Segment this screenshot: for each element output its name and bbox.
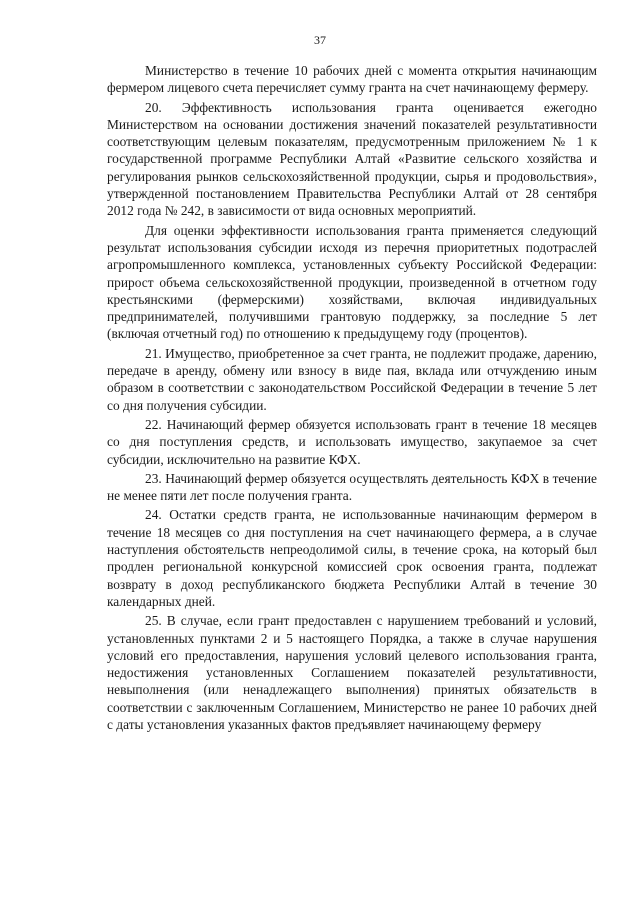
document-body xyxy=(107,62,597,733)
paragraph-efficiency-evaluation: Для оценки эффективности использования гранта применяется следующий результат использования субсидии исходя из перечня приоритетных подотраслей агропромышленного комплекса, установленных субъекту Российской Федерации: прирост объема сельскохозяйственной продукции, произведенной в отчетном году крестьянскими (фермерскими) хозяйствами, включая индивидуальных предпринимателей, получившими грантовую поддержку, за последние 5 лет (включая отчетный год) по отношению к предыдущему году (процентов). xyxy=(107,222,597,342)
paragraph-23-activity: 23. Начинающий фермер обязуется осуществлять деятельность КФХ в течение не менее пяти лет после получения гранта. xyxy=(107,470,597,504)
paragraph-20-efficiency: 20. Эффективность использования гранта оценивается ежегодно Министерством на основании достижения значений показателей результативности соответствующим целевым показателям, предусмотренным приложением № 1 к государственной программе Республики Алтай «Развитие сельского хозяйства и регулирования рынков сельскохозяйственной продукции, сырья и продовольствия», утвержденной постановлением Правительства Республики Алтай от 28 сентября 2012 года № 242, в зависимости от вида основных мероприятий. xyxy=(107,99,597,219)
paragraph-22-grant-use: 22. Начинающий фермер обязуется использовать грант в течение 18 месяцев со дня поступления средств, и использовать имущество, закупаемое за счет субсидии, исключительно на развитие КФХ. xyxy=(107,416,597,467)
paragraph-25-violations: 25. В случае, если грант предоставлен с нарушением требований и условий, установленных пунктами 2 и 5 настоящего Порядка, а также в случае нарушения условий его предоставления, нарушения условий целевого использования гранта, недостижения установленных Соглашением показателей результативности, невыполнения (или ненадлежащего выполнения) принятых обязательств в соответствии с заключенным Соглашением, Министерство не ранее 10 рабочих дней с даты установления указанных фактов предъявляет начинающему фермеру xyxy=(107,613,597,732)
paragraph-grant-transfer: Министерство в течение 10 рабочих дней с момента открытия начинающим фермером лицевого счета перечисляет сумму гранта на счет начинающему фермеру. xyxy=(107,63,597,96)
paragraph-24-remaining-funds: 24. Остатки средств гранта, не использованные начинающим фермером в течение 18 месяцев со дня поступления на счет начинающего фермера, а в случае наступления обстоятельств непреодолимой силы, в течение срока, на который был продлен региональной конкурсной комиссией срок освоения гранта, подлежат возврату в доход республиканского бюджета Республики Алтай в течение 30 календарных дней. xyxy=(107,507,597,609)
paragraph-21-property: 21. Имущество, приобретенное за счет гранта, не подлежит продаже, дарению, передаче в аренду, обмену или взносу в виде пая, вклада или отчуждению иным образом в соответствии с законодательством Российской Федерации в течение 5 лет со дня получения субсидии. xyxy=(107,345,597,413)
page-number: 37 xyxy=(314,33,326,47)
